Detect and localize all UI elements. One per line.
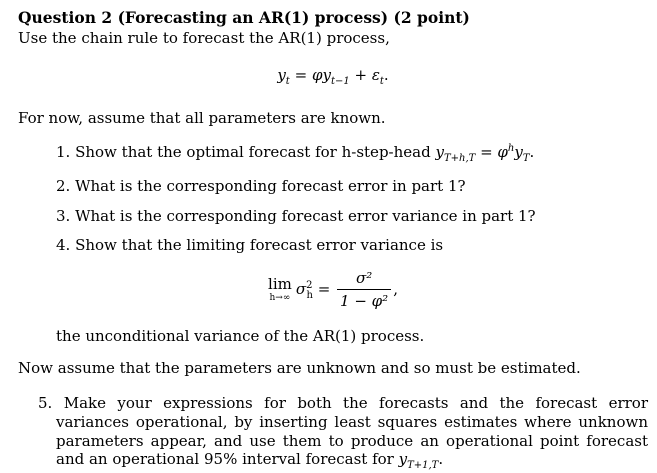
eq-phi: φ xyxy=(311,66,323,85)
lim-num: σ² xyxy=(337,269,391,290)
item-number: 1. xyxy=(56,143,71,162)
eq-eps: ε xyxy=(371,66,380,85)
item-text: Make your expressions for both the forecasts and the forecast error variances operational, by inserting least squares estimates where unknown parameters appear, and use them to produce an operational point forecast and an operational 95% interval forecast for xyxy=(56,394,648,469)
intro-text: Use the chain rule to forecast the AR(1) process, xyxy=(18,29,390,48)
math-sub: T+1,T xyxy=(407,460,439,472)
eq-y: y xyxy=(277,66,286,85)
math-phi: φ xyxy=(497,143,508,162)
item-end: . xyxy=(438,450,444,469)
eq-t: t xyxy=(285,76,290,88)
item-text: Show that the limiting forecast error variance is xyxy=(75,236,444,255)
item-text: What is the corresponding forecast error in part 1? xyxy=(75,176,466,195)
lim-sigma-sup: 2 xyxy=(306,279,313,291)
eq-tminus1: t−1 xyxy=(330,76,350,88)
list-item-4 xyxy=(56,236,648,255)
limit-equation xyxy=(18,269,648,311)
list-item-3 xyxy=(56,207,648,226)
math-eq: = xyxy=(475,143,498,162)
item-text: Show that the optimal forecast for h-step-head xyxy=(75,143,436,162)
ar1-equation xyxy=(18,66,648,89)
math-sub: T+h,T xyxy=(443,153,476,165)
eq-end: . xyxy=(383,66,389,85)
question-page xyxy=(18,8,648,473)
question-list xyxy=(18,143,648,255)
lim-den: 1 − φ² xyxy=(340,291,389,310)
lim-sigma-sub: h xyxy=(306,289,313,301)
lim-under: h→∞ xyxy=(269,292,291,303)
list-item-2 xyxy=(56,177,648,196)
question-title: Question 2 (Forecasting an AR(1) process) (2 point) xyxy=(18,8,470,27)
after-limit-text: the unconditional variance of the AR(1) process. xyxy=(56,326,425,345)
lim-eq: = xyxy=(312,279,336,298)
lim-fraction xyxy=(337,269,391,311)
assume-text: For now, assume that all parameters are known. xyxy=(18,108,386,127)
item-number: 3. xyxy=(56,206,71,225)
item-number: 2. xyxy=(56,176,71,195)
lim-tail: , xyxy=(393,279,398,298)
math-T: T xyxy=(522,153,530,165)
item-number: 5. xyxy=(38,394,53,413)
math-yT: y xyxy=(514,143,523,162)
eq-t2: t xyxy=(379,76,384,88)
eq-plus: + xyxy=(349,66,372,85)
math-sup: h xyxy=(507,143,515,155)
eq-y2: y xyxy=(322,66,331,85)
item-end: . xyxy=(529,143,535,162)
item-text: What is the corresponding forecast error variance in part 1? xyxy=(75,206,536,225)
math-y: y xyxy=(435,143,444,162)
lim-sigma: σ xyxy=(295,279,307,298)
list-item-1 xyxy=(56,143,648,166)
list-item-5 xyxy=(18,394,648,473)
lim-word: lim xyxy=(268,274,292,293)
now-text: Now assume that the parameters are unknown and so must be estimated. xyxy=(18,359,581,378)
item-number: 4. xyxy=(56,236,71,255)
lim-operator xyxy=(268,274,292,303)
math-y: y xyxy=(398,450,408,469)
eq-equals: = xyxy=(289,66,312,85)
